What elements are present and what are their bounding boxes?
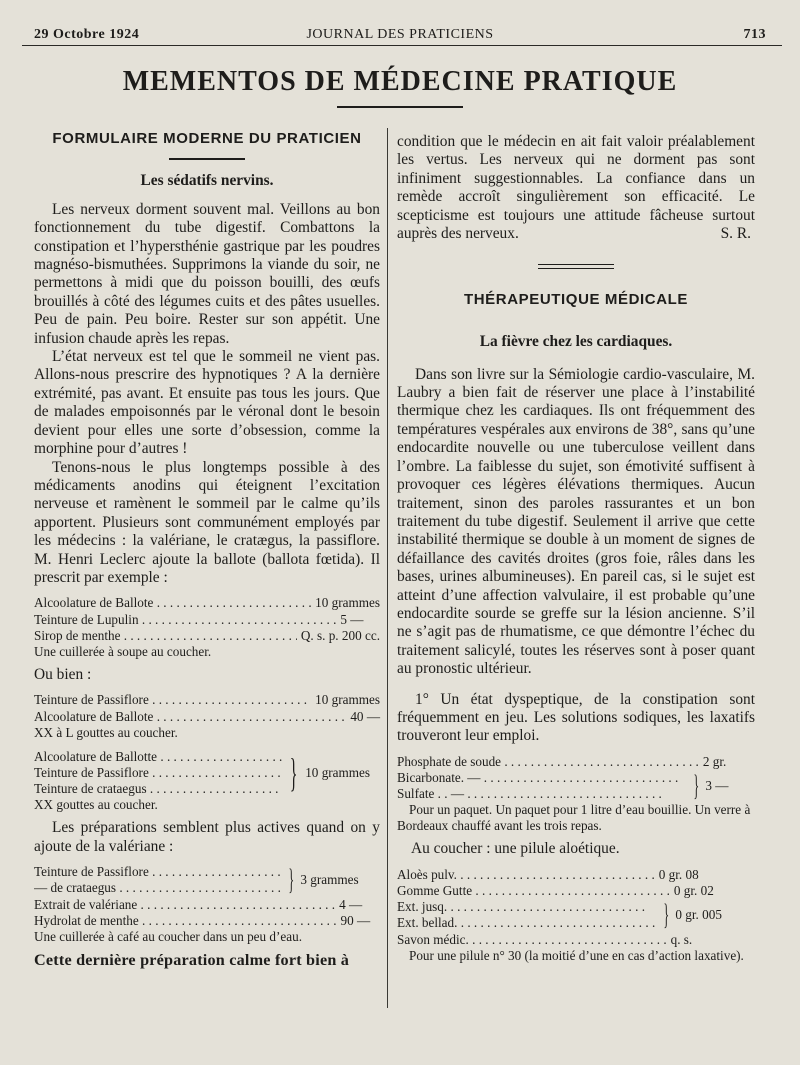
prescription-instruction: XX à L gouttes au coucher. [34, 724, 178, 740]
prescription-1 [34, 595, 380, 660]
dose: Q. s. p. 200 cc. [300, 627, 380, 643]
dose: q. s. [670, 931, 693, 947]
braced-group [34, 864, 380, 896]
ingredient: Teinture de crataegus . . . [34, 781, 282, 797]
article-subtitle-fievre: La fièvre chez les cardiaques. [479, 333, 673, 351]
ingredient: Extrait de valériane . . . [34, 897, 335, 913]
dose: 0 gr. 005 [675, 907, 722, 923]
ingredient: Aloès pulv. . . . [397, 867, 655, 883]
section-heading-therapeutique: THÉRAPEUTIQUE MÉDICALE [463, 290, 689, 308]
section-heading-formulaire: FORMULAIRE MODERNE DU PRATICIEN [52, 130, 362, 147]
column-divider [387, 128, 388, 1008]
dose: 0 gr. 02 [673, 883, 714, 898]
prescription-line [397, 867, 755, 883]
brace-glyph: } [289, 750, 298, 796]
ingredient: Bicarbonate. — . . . [397, 770, 678, 786]
prescription-line [34, 913, 380, 929]
ou-bien-label: Ou bien : [34, 665, 92, 683]
page-title: MEMENTOS DE MÉDECINE PRATIQUE [122, 66, 678, 97]
prescription-line [34, 692, 380, 708]
paragraph: 1° Un état dyspeptique, de la constipation sont fréquemment en jeu. Les solutions sodiques, les laxatifs trouveront leur emploi. [397, 690, 755, 745]
prescription-line [34, 749, 282, 765]
author-signature: S. R. [720, 225, 751, 243]
prescription-line [34, 709, 380, 725]
brace-glyph: } [288, 863, 295, 897]
prescription-instruction: Une cuillerée à café au coucher dans un peu d’eau. [34, 929, 302, 944]
dose: 40 — [350, 708, 380, 724]
prescription-line [397, 883, 755, 899]
left-column [34, 130, 380, 969]
prescription-line [397, 915, 657, 931]
journal-name: JOURNAL DES PRATICIENS [306, 27, 494, 42]
prescription-line [34, 781, 282, 797]
prescription-line [34, 864, 282, 880]
prescription-5 [397, 754, 755, 835]
right-column [397, 133, 755, 970]
prescription-line [34, 595, 380, 611]
ingredient: — de crataegus . . . [34, 880, 282, 896]
prescription-3 [34, 749, 380, 814]
title-rule [337, 106, 463, 108]
brace-glyph: } [693, 769, 700, 803]
ingredient: Phosphate de soude . . . [397, 754, 699, 770]
dose: 10 grammes [315, 692, 380, 708]
prescription-line [397, 786, 687, 802]
paragraph: Tenons-nous le plus longtemps possible à des médicaments anodins qui éteignent l’excitation nerveuse et ramènent le sommeil par le calme qu’ils apportent. Plusieurs sont communément employés par les médecins : la valériane, le cratægus, la passiflore. M. Henri Leclerc ajoute la ballote (ballota fœtida). Il prescrit par exemple : [34, 458, 380, 586]
section-rule [169, 158, 245, 160]
prescription-line [34, 897, 380, 913]
ingredient: Savon médic. . . . [397, 932, 667, 948]
braced-group [397, 770, 755, 802]
prescription-line [397, 770, 687, 786]
header-rule [22, 45, 782, 46]
page-number: 713 [743, 27, 766, 42]
prescription-line [34, 628, 380, 644]
prescription-line [34, 765, 282, 781]
ingredient: Teinture de Lupulin . . . [34, 612, 336, 628]
dose: 0 gr. 08 [658, 866, 699, 882]
prescription-2 [34, 692, 380, 740]
prescription-4 [34, 864, 380, 945]
braced-group [397, 899, 755, 931]
dose: 10 grammes [315, 595, 380, 611]
ingredient: Teinture de Passiflore . . . [34, 864, 282, 880]
prescription-instruction: Pour un paquet. Un paquet pour 1 litre d’eau bouillie. Un verre à Bordeaux chauffé avant les trois repas. [397, 802, 751, 834]
ingredient: Alcoolature de Ballote . . . [34, 595, 311, 611]
paragraph: Cette dernière préparation calme fort bien à [34, 951, 350, 969]
issue-date: 29 Octobre 1924 [34, 27, 140, 42]
paragraph: Dans son livre sur la Sémiologie cardio-vasculaire, M. Laubry a bien fait de réserver une place à l’instabilité thermique chez les cardiaques. Ils ont fréquemment des températures vespérales aux environs de 38°, sans qu’une endocardite nouvelle ou une tuberculose veillent dans l’ombre. La faiblesse du sujet, son émotivité suffisent à provoquer ces légères élévations thermiques. Aucun traitement, sinon des paroles rassurantes et un bon traitement du tube digestif. Seulement il arrive que cette instabilité thermique se double à un moment de signes de défaillance des cavités droites (gros foie, râles dans les bases, urines albumineuses). En pareil cas, si le sujet est atteint d’une affection valvulaire, il est probable qu’une endocardite sourde se greffe sur la lésion ancienne. S’il ne s’agit pas de rhumatisme, ce que démontre l’échec du traitement salicylé, toutes les réserves sont à poser quant au pronostic ultérieur. [397, 365, 755, 678]
braced-group [34, 749, 380, 798]
dose: 3 grammes [300, 872, 359, 888]
paragraph: condition que le médecin en ait fait valoir préalablement les vertus. Les nerveux qui ne dorment pas sont infiniment suggestionnables. La confiance dans un remède accroît singulièrement son efficacité. Le scepticisme est toujours une attitude fâcheuse surtout auprès des nerveux. [397, 133, 755, 243]
prescription-instruction: Une cuillerée à soupe au coucher. [34, 643, 212, 659]
prescription-instruction: XX gouttes au coucher. [34, 797, 158, 813]
ingredient: Ext. jusq. . . . [397, 899, 645, 915]
prescription-line [397, 932, 755, 948]
bedtime-instruction: Au coucher : une pilule aloétique. [411, 840, 620, 858]
ingredient: Sirop de menthe . . . [34, 628, 297, 644]
ingredient: Alcoolature de Ballote . . . [34, 709, 346, 725]
paragraph: Les préparations semblent plus actives quand on y ajoute de la valériane : [34, 819, 380, 855]
ingredient: Teinture de Passiflore . . . [34, 765, 282, 781]
dose: 90 — [340, 912, 371, 928]
dose: 5 — [340, 611, 364, 627]
ingredient: Alcoolature de Ballotte . . . [34, 749, 282, 765]
paragraph: Les nerveux dorment souvent mal. Veillons au bon fonctionnement du tube digestif. Combattons la constipation et l’hypersthénie gastrique par les poudres magnéso-bismuthées. Supprimons la viande du soir, ne permettons à midi que du poisson bouilli, des œufs brouillés à côté des légumes cuits et des pâtes usuelles. Peu de pain. Peu boire. Rester sur son appétit. Une infusion chaude après les repas. [34, 200, 380, 347]
prescription-6 [397, 867, 755, 964]
prescription-instruction: Pour une pilule n° 30 (la moitié d’une en cas d’action laxative). [409, 947, 744, 963]
ingredient: Gomme Gutte . . . [397, 883, 670, 899]
dose: 4 — [339, 896, 363, 912]
prescription-line [34, 880, 282, 896]
prescription-line [397, 754, 755, 770]
dose: 10 grammes [305, 764, 371, 780]
article-subtitle-sedatifs: Les sédatifs nervins. [140, 172, 274, 190]
prescription-line [34, 612, 380, 628]
prescription-line [397, 899, 657, 915]
paragraph: L’état nerveux est tel que le sommeil ne vient pas. Allons-nous prescrire des hypnotiques ? A la dernière extrémité, pas avant. Et ensuite pas tous les jours. Que de malades empoisonnés par le véronal dont le besoin devient pour elles une sorte d’obsession, comme la morphine pour d’autres ! [34, 348, 380, 458]
dose: 2 gr. [702, 753, 727, 769]
ingredient: Teinture de Passiflore . . . [34, 692, 311, 708]
ingredient: Sulfate . . — . . . [397, 786, 662, 802]
brace-glyph: } [663, 898, 670, 932]
ingredient: Hydrolat de menthe . . . [34, 913, 337, 929]
ingredient: Ext. bellad. . . . [397, 915, 655, 931]
dose: 3 — [705, 778, 729, 794]
